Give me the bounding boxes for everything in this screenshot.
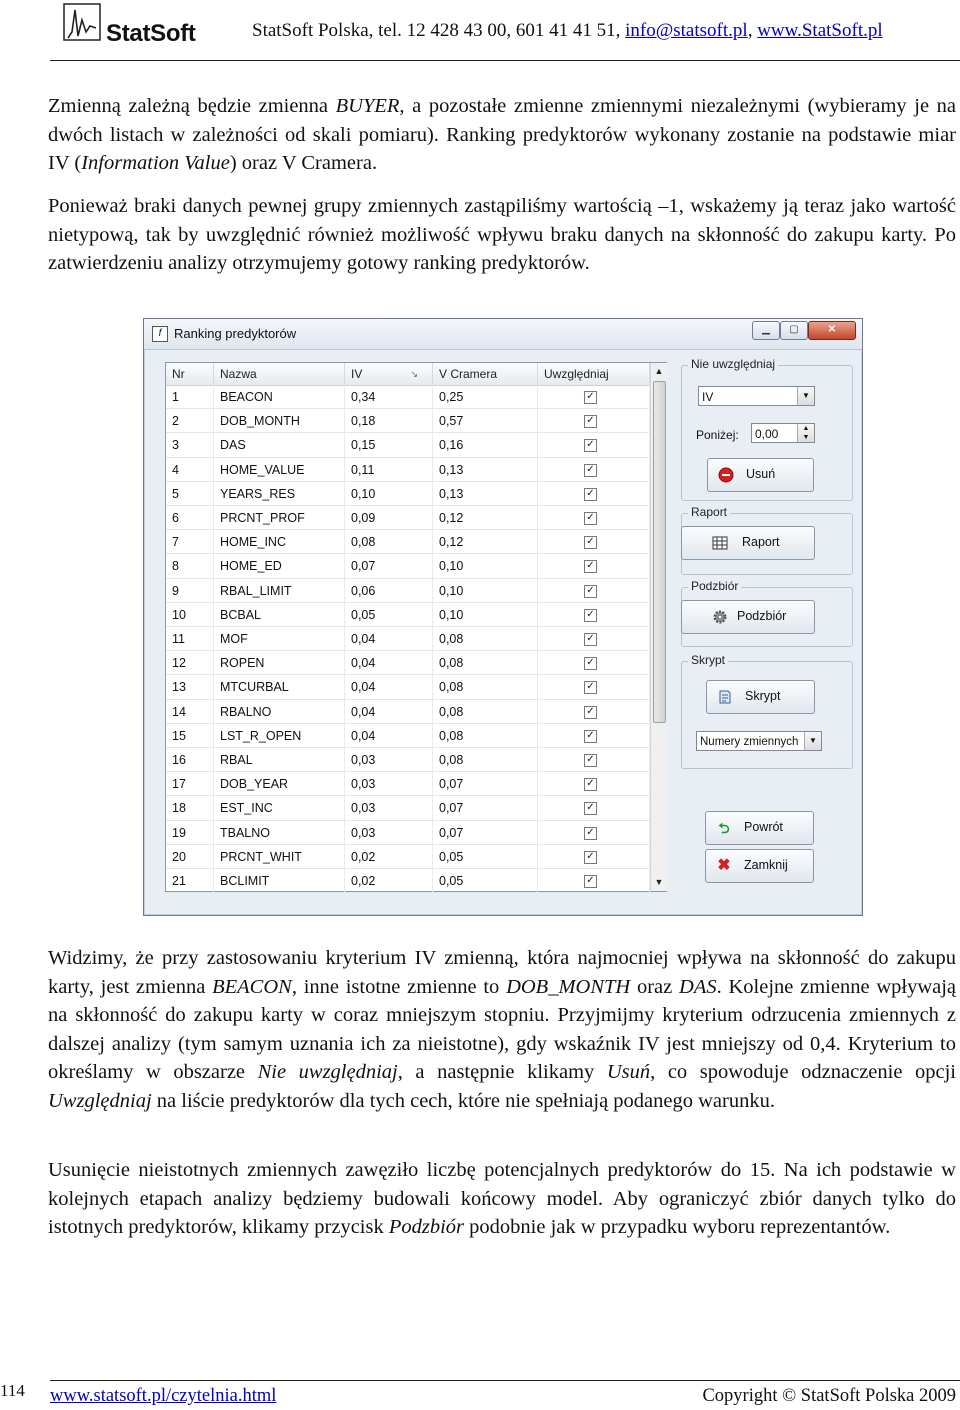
uwzgledniaj-checkbox[interactable]: ✓ [584, 488, 597, 501]
close-button[interactable]: ✕ [808, 321, 856, 340]
paragraph-3 [48, 944, 956, 1116]
cell-iv: 0,02 [345, 845, 433, 869]
criterion-select[interactable] [698, 386, 815, 406]
cell-iv: 0,05 [345, 603, 433, 627]
text: Usunięcie nieistotnych zmiennych zawęziło liczbę potencjalnych predyktorów do 15. Na ich podstawie w kolejnych etapach analizy będziemy budowali końcowy model. Aby ograniczyć zbiór danych tylko do istotnych predyktorów, klikamy przycisk [48, 1159, 956, 1239]
cell-uwzgledniaj [538, 821, 650, 845]
cell-uwzgledniaj [538, 554, 650, 578]
table-row[interactable] [166, 675, 650, 699]
cell-nazwa: RBAL [214, 748, 345, 772]
cell-nazwa: PRCNT_PROF [214, 506, 345, 530]
table-row[interactable] [166, 821, 650, 845]
column-header-iv[interactable] [345, 363, 433, 385]
cell-uwzgledniaj [538, 409, 650, 433]
cell-nazwa: DAS [214, 433, 345, 457]
uwzgledniaj-checkbox[interactable]: ✓ [584, 706, 597, 719]
skrypt-label: Skrypt [745, 689, 781, 703]
cell-uwzgledniaj [538, 506, 650, 530]
cell-uwzgledniaj [538, 627, 650, 651]
table-row[interactable] [166, 482, 650, 506]
cell-iv: 0,04 [345, 675, 433, 699]
cell-nazwa: HOME_INC [214, 530, 345, 554]
table-row[interactable] [166, 627, 650, 651]
table-row[interactable] [166, 651, 650, 675]
cell-iv: 0,18 [345, 409, 433, 433]
header-contact [252, 20, 883, 42]
cell-nazwa: BCLIMIT [214, 869, 345, 893]
group-raport [681, 505, 853, 575]
chevron-down-icon[interactable]: ▼ [804, 732, 821, 750]
cell-nr: 11 [166, 627, 214, 651]
cell-nazwa: DOB_MONTH [214, 409, 345, 433]
uwzgledniaj-checkbox[interactable]: ✓ [584, 536, 597, 549]
table-row[interactable] [166, 869, 650, 893]
cell-v-cramera: 0,05 [433, 869, 538, 893]
uwzgledniaj-checkbox[interactable]: ✓ [584, 512, 597, 525]
text: . Kolejne zmienne wpływają na skłonność do zakupu karty w coraz mniejszym stopniu. Przyjmijmy kryterium odrzucenia zmiennych z dalszej analizy (tym samym uznania ich za nieistotne), gdy wskaźnik IV jest mniejszy od 0,4. Kryterium to określamy w obszarze [48, 975, 957, 1084]
text-italic: BUYER [335, 95, 400, 117]
group-skrypt [681, 653, 853, 769]
grid-vertical-scrollbar[interactable] [650, 363, 667, 891]
uwzgledniaj-checkbox[interactable]: ✓ [584, 875, 597, 888]
ponizej-spinner[interactable] [751, 423, 815, 443]
cell-v-cramera: 0,07 [433, 772, 538, 796]
skrypt-mode-select[interactable] [696, 731, 822, 751]
footer-czytelnia-link[interactable]: www.statsoft.pl/czytelnia.html [50, 1386, 277, 1406]
zamknij-button[interactable] [705, 849, 814, 883]
table-icon [712, 535, 728, 551]
cell-nr: 5 [166, 482, 214, 506]
cell-nr: 1 [166, 385, 214, 409]
table-row[interactable] [166, 385, 650, 409]
text-italic: Podzbiór [388, 1216, 465, 1239]
cell-nazwa: HOME_VALUE [214, 458, 345, 482]
header-contact-text: StatSoft Polska, tel. 12 428 43 00, 601 41 41 51, [252, 20, 626, 41]
cell-uwzgledniaj [538, 772, 650, 796]
group-title-raport: Raport [688, 505, 730, 519]
cell-uwzgledniaj [538, 796, 650, 820]
cell-nr: 13 [166, 675, 214, 699]
cell-v-cramera: 0,10 [433, 603, 538, 627]
text: , inne istotne zmienne to [291, 975, 507, 998]
cell-v-cramera: 0,08 [433, 748, 538, 772]
statsoft-logo [58, 2, 238, 47]
table-row[interactable] [166, 748, 650, 772]
text-italic: Usuń [606, 1061, 651, 1084]
cell-v-cramera: 0,07 [433, 821, 538, 845]
cell-nr: 14 [166, 700, 214, 724]
cell-uwzgledniaj [538, 724, 650, 748]
cell-nr: 8 [166, 554, 214, 578]
cell-nr: 2 [166, 409, 214, 433]
table-row[interactable] [166, 700, 650, 724]
group-podzbior [681, 579, 853, 647]
cell-iv: 0,04 [345, 651, 433, 675]
cell-nr: 7 [166, 530, 214, 554]
cell-v-cramera: 0,12 [433, 506, 538, 530]
logo-wordmark: StatSoft [106, 20, 196, 47]
table-row[interactable] [166, 506, 650, 530]
cell-nazwa: HOME_ED [214, 554, 345, 578]
close-icon: ✖ [717, 857, 731, 874]
ranking-predyktorow-window [143, 318, 863, 916]
powrot-label: Powrót [744, 820, 783, 834]
cell-nazwa: RBAL_LIMIT [214, 579, 345, 603]
cell-uwzgledniaj [538, 579, 650, 603]
scroll-up-icon[interactable]: ▲ [654, 366, 664, 376]
cell-iv: 0,10 [345, 482, 433, 506]
table-row[interactable] [166, 772, 650, 796]
cell-uwzgledniaj [538, 433, 650, 457]
cell-v-cramera: 0,07 [433, 796, 538, 820]
back-arrow-icon: ⮌ [718, 820, 730, 836]
script-icon [717, 689, 733, 705]
cell-nazwa: RBALNO [214, 700, 345, 724]
text-italic: Nie uwzględniaj [257, 1061, 398, 1084]
text: , a pozostałe zmienne zmiennymi niezależnymi (wybieramy je na dwóch listach w zależności od skali pomiaru). Ranking predyktorów wykonany zostanie na podstawie miar IV ( [48, 95, 956, 175]
group-title-skrypt: Skrypt [688, 653, 728, 667]
cell-iv: 0,04 [345, 627, 433, 651]
cell-nazwa: MTCURBAL [214, 675, 345, 699]
cell-iv: 0,04 [345, 724, 433, 748]
uwzgledniaj-checkbox[interactable]: ✓ [584, 778, 597, 791]
powrot-button[interactable] [705, 811, 814, 845]
text: podobnie jak w przypadku wyboru reprezentantów. [464, 1216, 891, 1239]
podzbior-label: Podzbiór [737, 609, 787, 623]
window-title: Ranking predyktorów [174, 326, 297, 341]
cell-uwzgledniaj [538, 748, 650, 772]
cell-uwzgledniaj [538, 603, 650, 627]
page-number: 114 [0, 1381, 25, 1400]
uwzgledniaj-checkbox[interactable]: ✓ [584, 391, 597, 404]
table-row[interactable] [166, 796, 650, 820]
header-email-link[interactable]: info@statsoft.pl [625, 20, 748, 41]
cell-v-cramera: 0,16 [433, 433, 538, 457]
cell-iv: 0,15 [345, 433, 433, 457]
table-row[interactable] [166, 724, 650, 748]
ponizej-value: 0,00 [755, 427, 779, 441]
text: , co spowoduje odznaczenie opcji [650, 1061, 956, 1084]
ponizej-label: Poniżej: [696, 428, 739, 442]
cell-uwzgledniaj [538, 458, 650, 482]
cell-iv: 0,04 [345, 700, 433, 724]
table-row[interactable] [166, 409, 650, 433]
cell-nr: 15 [166, 724, 214, 748]
uwzgledniaj-checkbox[interactable]: ✓ [584, 802, 597, 815]
cell-v-cramera: 0,13 [433, 458, 538, 482]
column-header-uwzgledniaj[interactable]: Uwzględniaj [538, 363, 650, 385]
cell-v-cramera: 0,08 [433, 627, 538, 651]
raport-button[interactable] [681, 526, 815, 560]
header-separator: , [747, 20, 758, 41]
skrypt-button[interactable] [706, 680, 815, 714]
cell-iv: 0,03 [345, 772, 433, 796]
app-icon: f [152, 326, 168, 342]
cell-nr: 4 [166, 458, 214, 482]
cell-iv: 0,03 [345, 748, 433, 772]
footer-rule [50, 1380, 960, 1381]
minimize-button[interactable]: ▁ [752, 321, 780, 340]
cell-iv: 0,09 [345, 506, 433, 530]
text: Zmienną zależną będzie zmienna [48, 95, 336, 117]
uwzgledniaj-checkbox[interactable]: ✓ [584, 754, 597, 767]
spinner-arrows-icon[interactable]: ▲ ▼ [797, 424, 814, 442]
usun-label: Usuń [746, 467, 776, 481]
uwzgledniaj-checkbox[interactable]: ✓ [584, 681, 597, 694]
text-italic: BEACON [212, 975, 292, 998]
cell-nr: 12 [166, 651, 214, 675]
text-italic: Uwzględniaj [48, 1089, 152, 1112]
cell-uwzgledniaj [538, 869, 650, 893]
header-website-link[interactable]: www.StatSoft.pl [757, 20, 883, 41]
podzbior-button[interactable] [681, 600, 815, 634]
maximize-button[interactable]: ▢ [780, 321, 808, 340]
cell-v-cramera: 0,08 [433, 724, 538, 748]
text: ) oraz V Cramera. [229, 152, 378, 175]
cell-iv: 0,07 [345, 554, 433, 578]
table-row[interactable] [166, 554, 650, 578]
text-italic: DOB_MONTH [506, 975, 631, 998]
cell-nr: 3 [166, 433, 214, 457]
usun-button[interactable] [707, 458, 814, 492]
table-row[interactable] [166, 530, 650, 554]
text: na liście predyktorów dla tych cech, które nie spełniają podanego warunku. [151, 1089, 775, 1112]
table-row[interactable] [166, 458, 650, 482]
zamknij-label: Zamknij [744, 858, 788, 872]
cell-nazwa: PRCNT_WHIT [214, 845, 345, 869]
uwzgledniaj-checkbox[interactable]: ✓ [584, 851, 597, 864]
text-italic: DAS [679, 975, 717, 998]
paragraph-4 [48, 1156, 956, 1242]
group-nie-uwzgledniaj [681, 357, 853, 501]
cell-nr: 19 [166, 821, 214, 845]
cell-v-cramera: 0,57 [433, 409, 538, 433]
cell-v-cramera: 0,10 [433, 554, 538, 578]
cell-uwzgledniaj [538, 530, 650, 554]
cell-uwzgledniaj [538, 845, 650, 869]
uwzgledniaj-checkbox[interactable]: ✓ [584, 560, 597, 573]
cell-nr: 21 [166, 869, 214, 893]
cell-iv: 0,03 [345, 821, 433, 845]
cell-nazwa: LST_R_OPEN [214, 724, 345, 748]
cell-v-cramera: 0,13 [433, 482, 538, 506]
table-row[interactable] [166, 433, 650, 457]
table-row[interactable] [166, 603, 650, 627]
statsoft-logo-icon [62, 2, 102, 42]
uwzgledniaj-checkbox[interactable]: ✓ [584, 464, 597, 477]
text: oraz [630, 975, 680, 998]
cell-v-cramera: 0,08 [433, 675, 538, 699]
text: Widzimy, że przy zastosowaniu kryterium IV zmienną, która najmocniej wpływa na skłonność do zakupu karty, jest zmienna [48, 947, 956, 998]
cell-nazwa: BEACON [214, 385, 345, 409]
uwzgledniaj-checkbox[interactable]: ✓ [584, 633, 597, 646]
uwzgledniaj-checkbox[interactable]: ✓ [584, 439, 597, 452]
cell-nazwa: ROPEN [214, 651, 345, 675]
scroll-down-icon[interactable]: ▼ [654, 877, 664, 887]
cell-nazwa: TBALNO [214, 821, 345, 845]
scroll-thumb[interactable] [653, 381, 666, 723]
cell-nr: 10 [166, 603, 214, 627]
header-rule [50, 60, 960, 61]
column-header-nazwa[interactable]: Nazwa [214, 363, 345, 385]
paragraph-2: Ponieważ braki danych pewnej grupy zmiennych zastąpiliśmy wartością –1, wskażemy ją teraz jako wartość nietypową, tak by uwzględnić również możliwość wpływu braku danych na skłonność do zakupu karty. Po zatwierdzeniu analizy otrzymujemy gotowy ranking predyktorów. [48, 195, 956, 275]
cell-nr: 16 [166, 748, 214, 772]
cell-v-cramera: 0,25 [433, 385, 538, 409]
cell-uwzgledniaj [538, 385, 650, 409]
cell-v-cramera: 0,05 [433, 845, 538, 869]
cell-nazwa: DOB_YEAR [214, 772, 345, 796]
sort-icon: ↘ [410, 369, 418, 379]
cell-v-cramera: 0,08 [433, 700, 538, 724]
uwzgledniaj-checkbox[interactable]: ✓ [584, 657, 597, 670]
gear-icon [712, 609, 728, 625]
group-title-podzbior: Podzbiór [688, 579, 741, 593]
cell-iv: 0,08 [345, 530, 433, 554]
uwzgledniaj-checkbox[interactable]: ✓ [584, 415, 597, 428]
column-header-v-cramera[interactable]: V Cramera [433, 363, 538, 385]
cell-nazwa: YEARS_RES [214, 482, 345, 506]
cell-nazwa: EST_INC [214, 796, 345, 820]
cell-iv: 0,03 [345, 796, 433, 820]
cell-nr: 6 [166, 506, 214, 530]
text-italic: Information Value [81, 152, 230, 175]
cell-v-cramera: 0,08 [433, 651, 538, 675]
cell-v-cramera: 0,10 [433, 579, 538, 603]
cell-nr: 18 [166, 796, 214, 820]
cell-iv: 0,02 [345, 869, 433, 893]
predictor-grid[interactable] [165, 362, 667, 892]
uwzgledniaj-checkbox[interactable]: ✓ [584, 609, 597, 622]
cell-uwzgledniaj [538, 651, 650, 675]
cell-uwzgledniaj [538, 675, 650, 699]
column-header-iv-label: IV [351, 367, 363, 381]
cell-nr: 20 [166, 845, 214, 869]
criterion-value: IV [702, 390, 714, 404]
remove-icon [718, 467, 734, 483]
cell-nazwa: MOF [214, 627, 345, 651]
cell-iv: 0,11 [345, 458, 433, 482]
cell-uwzgledniaj [538, 700, 650, 724]
uwzgledniaj-checkbox[interactable]: ✓ [584, 585, 597, 598]
table-row[interactable] [166, 579, 650, 603]
cell-nr: 9 [166, 579, 214, 603]
cell-uwzgledniaj [538, 482, 650, 506]
raport-label: Raport [742, 535, 780, 549]
cell-iv: 0,06 [345, 579, 433, 603]
window-titlebar[interactable] [144, 319, 862, 350]
footer-copyright: Copyright © StatSoft Polska 2009 [702, 1386, 956, 1406]
text: , a następnie klikamy [397, 1061, 607, 1084]
skrypt-mode-value: Numery zmiennych [700, 736, 799, 748]
cell-nazwa: BCBAL [214, 603, 345, 627]
uwzgledniaj-checkbox[interactable]: ✓ [584, 827, 597, 840]
cell-iv: 0,34 [345, 385, 433, 409]
cell-v-cramera: 0,12 [433, 530, 538, 554]
table-row[interactable] [166, 845, 650, 869]
paragraph-1 [48, 92, 956, 178]
chevron-down-icon[interactable]: ▼ [797, 387, 814, 405]
cell-nr: 17 [166, 772, 214, 796]
uwzgledniaj-checkbox[interactable]: ✓ [584, 730, 597, 743]
grid-header [166, 363, 650, 386]
column-header-nr[interactable]: Nr [166, 363, 214, 385]
group-title-nie-uwzgledniaj: Nie uwzględniaj [688, 357, 778, 371]
